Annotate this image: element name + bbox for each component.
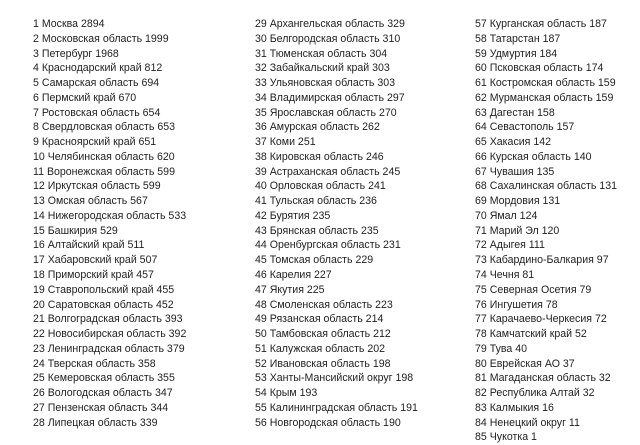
region-entry: 82 Республика Алтай 32 <box>475 387 595 400</box>
region-entry: 67 Чувашия 135 <box>475 165 555 178</box>
region-entry: 42 Бурятия 235 <box>255 209 331 222</box>
region-entry: 5 Самарская область 694 <box>33 77 160 90</box>
region-entry: 49 Рязанская область 214 <box>255 313 384 326</box>
region-entry: 78 Камчатский край 52 <box>475 328 587 341</box>
region-entry: 62 Мурманская область 159 <box>475 91 614 104</box>
region-entry: 48 Смоленская область 223 <box>255 298 393 311</box>
region-entry: 25 Кемеровская область 355 <box>33 372 175 385</box>
region-entry: 58 Татарстан 187 <box>475 32 561 45</box>
region-entry: 57 Курганская область 187 <box>475 18 607 30</box>
region-entry: 79 Тува 40 <box>475 342 528 355</box>
region-entry: 46 Карелия 227 <box>255 269 332 282</box>
region-entry: 11 Воронежская область 599 <box>33 165 175 178</box>
region-entry: 72 Адыгея 111 <box>475 239 545 252</box>
region-entry: 40 Орловская область 241 <box>255 180 386 193</box>
region-entry: 76 Ингушетия 78 <box>475 298 558 311</box>
region-entry: 20 Саратовская область 452 <box>33 298 174 311</box>
region-entry: 31 Тюменская область 304 <box>255 47 388 60</box>
region-entry: 68 Сахалинская область 131 <box>475 180 617 193</box>
region-entry: 29 Архангельская область 329 <box>255 18 405 30</box>
region-entry: 16 Алтайский край 511 <box>33 239 145 252</box>
region-entry: 69 Мордовия 131 <box>475 195 561 208</box>
region-entry: 37 Коми 251 <box>255 136 316 149</box>
region-entry: 51 Калужская область 202 <box>255 342 386 355</box>
ranking-column-1 <box>33 17 186 430</box>
region-entry: 22 Новосибирская область 392 <box>33 328 187 341</box>
region-entry: 30 Белгородская область 310 <box>255 32 401 45</box>
region-entry: 75 Северная Осетия 79 <box>475 283 592 296</box>
region-entry: 54 Крым 193 <box>255 387 318 400</box>
region-entry: 26 Вологодская область 347 <box>33 387 173 400</box>
region-entry: 14 Нижегородская область 533 <box>33 209 187 222</box>
region-entry: 41 Тульская область 236 <box>255 195 377 208</box>
region-entry: 83 Калмыкия 16 <box>475 401 554 414</box>
region-entry: 7 Ростовская область 654 <box>33 106 161 119</box>
region-entry: 17 Хабаровский край 507 <box>33 254 158 267</box>
region-entry: 66 Курская область 140 <box>475 150 592 163</box>
region-entry: 24 Тверская область 358 <box>33 357 156 370</box>
region-entry: 81 Магаданская область 32 <box>475 372 611 385</box>
region-entry: 8 Свердловская область 653 <box>33 121 175 134</box>
region-entry: 21 Волгоградская область 393 <box>33 313 183 326</box>
region-entry: 2 Московская область 1999 <box>33 32 169 45</box>
region-entry: 33 Ульяновская область 303 <box>255 77 396 90</box>
region-entry: 71 Марий Эл 120 <box>475 224 560 237</box>
region-entry: 50 Тамбовская область 212 <box>255 328 391 341</box>
region-entry: 23 Ленинградская область 379 <box>33 342 185 355</box>
region-entry: 12 Иркутская область 599 <box>33 180 161 193</box>
region-entry: 32 Забайкальский край 303 <box>255 62 390 75</box>
region-entry: 19 Ставропольский край 455 <box>33 283 175 296</box>
region-entry: 47 Якутия 225 <box>255 283 325 296</box>
region-entry: 52 Ивановская область 198 <box>255 357 391 370</box>
region-entry: 45 Томская область 229 <box>255 254 374 267</box>
region-entry: 60 Псковская область 174 <box>475 62 604 75</box>
region-entry: 15 Башкирия 529 <box>33 224 118 237</box>
region-entry: 9 Красноярский край 651 <box>33 136 157 149</box>
region-entry: 73 Кабардино-Балкария 97 <box>475 254 609 267</box>
region-entry: 36 Амурская область 262 <box>255 121 380 134</box>
region-entry: 4 Краснодарский край 812 <box>33 62 163 75</box>
region-entry: 27 Пензенская область 344 <box>33 401 169 414</box>
region-entry: 70 Ямал 124 <box>475 209 538 222</box>
region-entry: 3 Петербург 1968 <box>33 47 119 60</box>
region-entry: 55 Калининградская область 191 <box>255 401 418 414</box>
region-entry: 74 Чечня 81 <box>475 269 535 282</box>
region-entry: 39 Астраханская область 245 <box>255 165 401 178</box>
region-entry: 35 Ярославская область 270 <box>255 106 397 119</box>
ranking-column-3 <box>475 17 617 445</box>
region-entry: 6 Пермский край 670 <box>33 91 137 104</box>
region-entry: 1 Москва 2894 <box>33 18 105 30</box>
ranking-column-2 <box>255 17 418 430</box>
region-entry: 13 Омская область 567 <box>33 195 148 208</box>
region-entry: 28 Липецкая область 339 <box>33 416 158 429</box>
region-entry: 77 Карачаево-Черкесия 72 <box>475 313 607 326</box>
region-entry: 59 Удмуртия 184 <box>475 47 558 60</box>
region-entry: 80 Еврейская АО 37 <box>475 357 575 370</box>
region-entry: 64 Севастополь 157 <box>475 121 575 134</box>
region-entry: 10 Челябинская область 620 <box>33 150 175 163</box>
region-entry: 61 Костромская область 159 <box>475 77 616 90</box>
region-entry: 84 Ненецкий округ 11 <box>475 416 580 429</box>
region-entry: 85 Чукотка 1 <box>475 431 537 444</box>
region-entry: 44 Оренбургская область 231 <box>255 239 401 252</box>
region-entry: 63 Дагестан 158 <box>475 106 555 119</box>
region-entry: 38 Кировская область 246 <box>255 150 384 163</box>
region-entry: 43 Брянская область 235 <box>255 224 379 237</box>
region-entry: 65 Хакасия 142 <box>475 136 552 149</box>
region-entry: 56 Новгородская область 190 <box>255 416 401 429</box>
region-entry: 34 Владимирская область 297 <box>255 91 405 104</box>
region-entry: 53 Ханты-Мансийский округ 198 <box>255 372 414 385</box>
region-entry: 18 Приморский край 457 <box>33 269 154 282</box>
